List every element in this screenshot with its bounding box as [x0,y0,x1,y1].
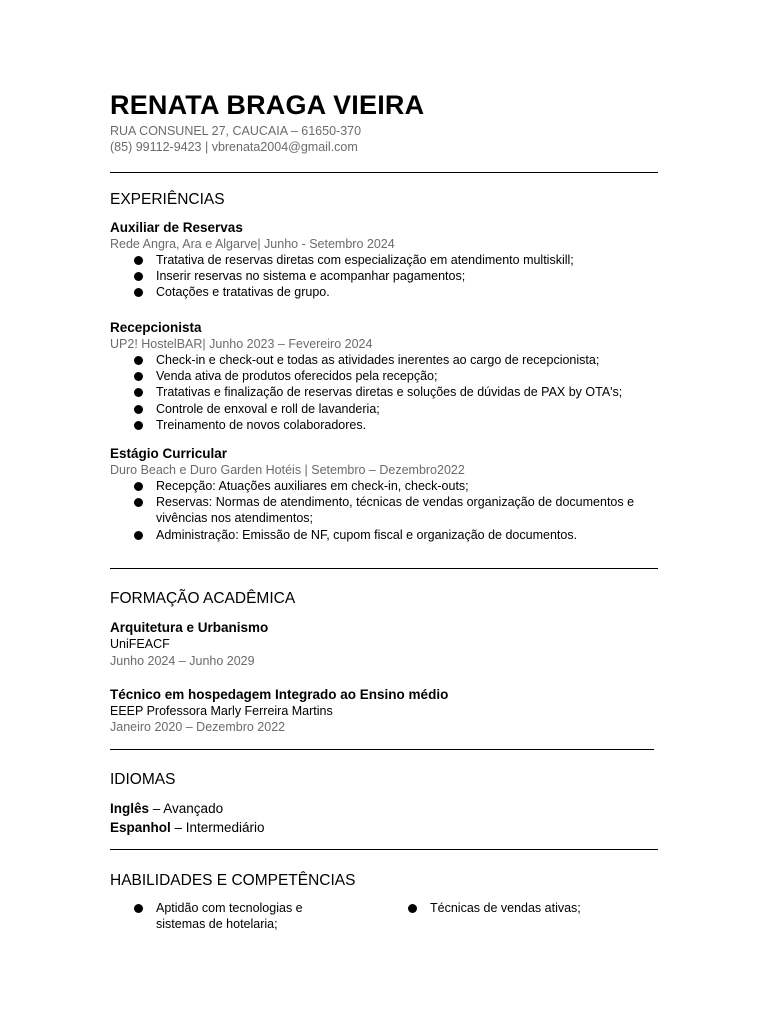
course-name: Arquitetura e Urbanismo [110,620,269,635]
divider [110,849,658,850]
list-item: Check-in e check-out e todas as atividades inerentes ao cargo de recepcionista; [110,352,658,368]
education-entry [110,619,658,669]
address: RUA CONSUNEL 27, CAUCAIA – 61650-370 [110,124,362,138]
bullet-icon [134,531,143,540]
bullet-icon [134,904,143,913]
language-item [110,799,658,818]
job-duties [110,252,658,301]
contact-info: (85) 99112-9423 | vbrenata2004@gmail.com [110,140,358,154]
bullet-icon [134,388,143,397]
list-item: Administração: Emissão de NF, cupom fiscal e organização de documentos. [110,527,658,543]
divider [110,172,658,173]
job-place: Rede Angra, Ara e Algarve| Junho - Setembro 2024 [110,237,395,251]
language-list [110,799,658,837]
candidate-name: RENATA BRAGA VIEIRA [110,90,425,120]
list-item: Venda ativa de produtos oferecidos pela recepção; [110,368,658,384]
language-name: Espanhol [110,820,171,835]
list-item: Tratativas e finalização de reservas diretas e soluções de dúvidas de PAX by OTA's; [110,384,658,400]
language-level: – Intermediário [170,820,265,835]
school-name: EEEP Professora Marly Ferreira Martins [110,704,333,718]
bullet-icon [134,288,143,297]
list-item: Reservas: Normas de atendimento, técnicas de vendas organização de documentos e vivências nos atendimentos; [110,494,658,526]
education-entry [110,686,658,735]
language-name: Inglês [110,801,150,816]
bullet-icon [134,372,143,381]
section-title-education: FORMAÇÃO ACADÊMICA [110,590,296,607]
bullet-icon [408,904,417,913]
job-entry [110,445,658,543]
skills-column-right [384,900,658,932]
section-title-experience: EXPERIÊNCIAS [110,191,225,208]
bullet-icon [134,498,143,507]
bullet-icon [134,272,143,281]
job-place: Duro Beach e Duro Garden Hotéis | Setembro – Dezembro2022 [110,463,465,477]
bullet-icon [134,405,143,414]
job-role: Recepcionista [110,320,202,335]
section-title-languages: IDIOMAS [110,771,176,788]
list-item: Treinamento de novos colaboradores. [110,417,658,433]
bullet-icon [134,256,143,265]
course-name: Técnico em hospedagem Integrado ao Ensino médio [110,687,449,702]
skills-column-left [110,900,384,932]
bullet-icon [134,356,143,365]
job-role: Estágio Curricular [110,446,228,461]
job-entry [110,219,658,301]
divider [110,749,654,750]
list-item: Cotações e tratativas de grupo. [110,284,658,300]
bullet-icon [134,421,143,430]
job-role: Auxiliar de Reservas [110,220,243,235]
job-place: UP2! HostelBAR| Junho 2023 – Fevereiro 2024 [110,337,373,351]
divider [110,568,658,569]
language-level: – Avançado [149,801,224,816]
bullet-icon [134,482,143,491]
language-item [110,818,658,837]
section-title-skills: HABILIDADES E COMPETÊNCIAS [110,872,356,889]
list-item: Recepção: Atuações auxiliares em check-in, check-outs; [110,478,658,494]
list-item: Inserir reservas no sistema e acompanhar pagamentos; [110,268,658,284]
list-item: Aptidão com tecnologias e sistemas de hotelaria; [110,900,330,932]
skills-columns [110,900,658,932]
school-name: UniFEACF [110,637,170,651]
job-entry [110,319,658,433]
list-item: Técnicas de vendas ativas; [384,900,604,916]
list-item: Controle de enxoval e roll de lavanderia; [110,401,658,417]
job-duties [110,352,658,433]
course-period: Janeiro 2020 – Dezembro 2022 [110,720,286,734]
resume-header [110,88,424,155]
job-duties [110,478,658,543]
list-item: Tratativa de reservas diretas com especialização em atendimento multiskill; [110,252,658,268]
course-period: Junho 2024 – Junho 2029 [110,654,255,668]
